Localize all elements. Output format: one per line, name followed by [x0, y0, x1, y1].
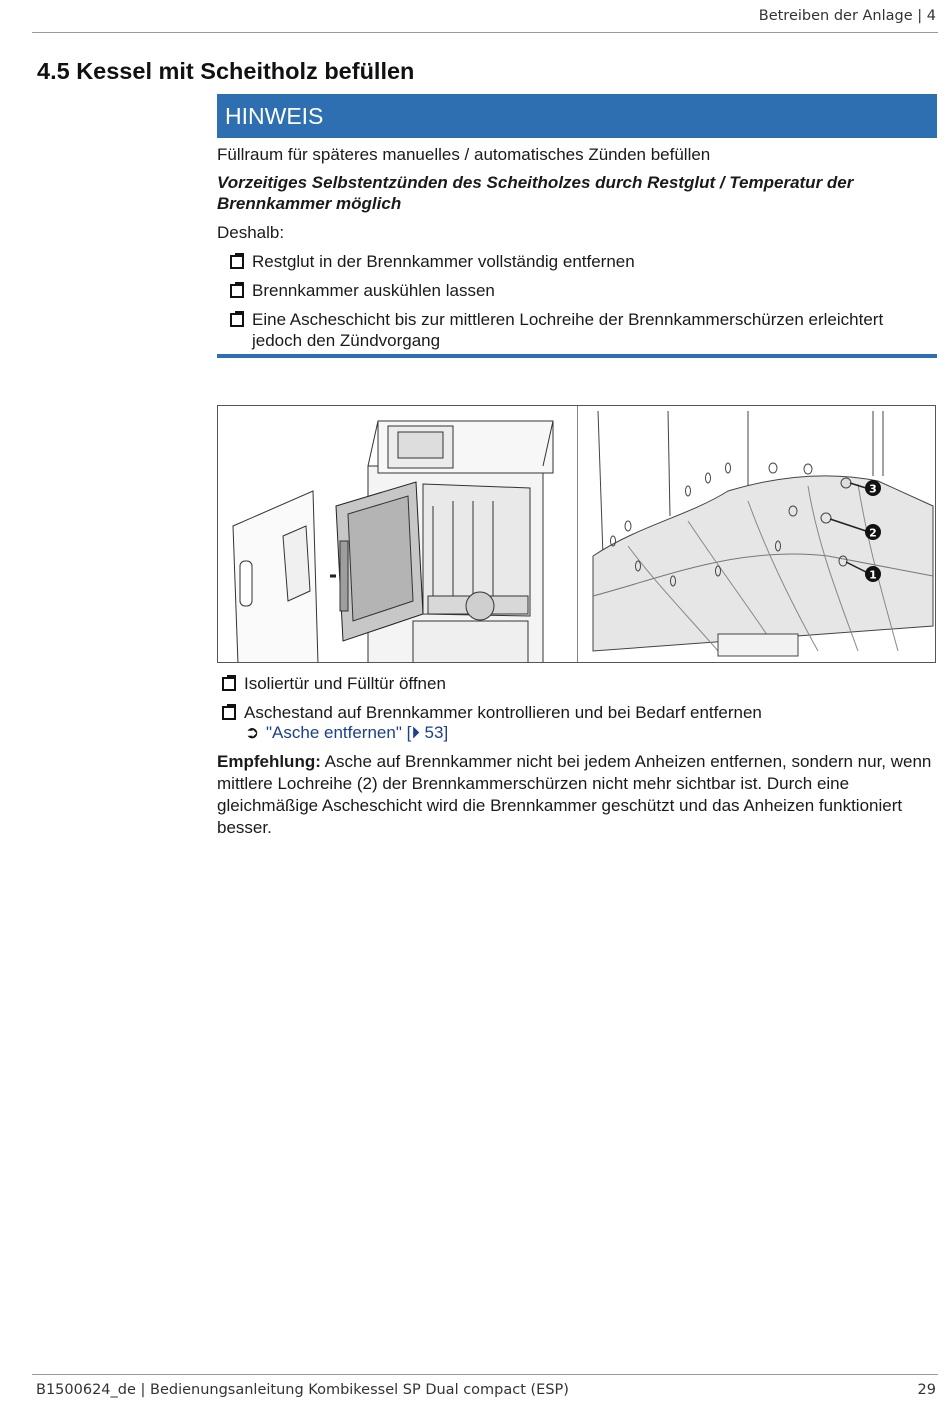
checkbox-icon	[230, 313, 244, 327]
callout-2	[865, 524, 881, 540]
page-number: 29	[917, 1382, 936, 1398]
list-item	[230, 251, 930, 272]
callout-3-label: 3	[869, 482, 877, 496]
step-text: Isoliertür und Fülltür öffnen	[244, 674, 446, 693]
footer-document-title: B1500624_de | Bedienungsanleitung Kombikessel SP Dual compact (ESP)	[36, 1382, 569, 1398]
arrow-right-icon: ➲	[245, 723, 260, 742]
step-text: Aschestand auf Brennkammer kontrollieren und bei Bedarf entfernen	[244, 703, 762, 722]
list-item	[230, 280, 930, 301]
boiler-open-doors-drawing	[233, 421, 553, 663]
callout-3	[865, 480, 881, 496]
crossref-link[interactable]	[245, 722, 448, 743]
crossref-page[interactable]: 53]	[419, 723, 449, 742]
checkbox-icon	[222, 677, 236, 691]
notice-banner	[217, 94, 937, 138]
recommendation-label: Empfehlung:	[217, 752, 321, 771]
combustion-chamber-drawing	[578, 406, 936, 663]
recommendation-text: Asche auf Brennkammer nicht bei jedem Anheizen entfernen, sondern nur, wenn mittlere Lochreihe (2) der Brennkammerschürzen nicht mehr sichtbar ist. Durch eine gleichmäßige Ascheschicht wird die Brennkammer geschützt und das Anheizen funktioniert besser.	[217, 752, 932, 837]
callout-1	[865, 566, 881, 582]
callout-2-label: 2	[869, 526, 877, 540]
checkbox-icon	[222, 706, 236, 720]
list-item-text: Brennkammer auskühlen lassen	[252, 281, 495, 300]
checkbox-icon	[230, 255, 244, 269]
checkbox-icon	[230, 284, 244, 298]
callout-1-label: 1	[869, 568, 877, 582]
footer-divider	[32, 1374, 938, 1375]
list-item-text: Restglut in der Brennkammer vollständig entfernen	[252, 252, 635, 271]
crossref-text[interactable]: "Asche entfernen" [	[265, 723, 412, 742]
section-title: 4.5 Kessel mit Scheitholz befüllen	[37, 58, 415, 84]
notice-therefore: Deshalb:	[217, 223, 285, 242]
page-arrow-icon: ⏵	[411, 723, 420, 742]
notice-bottom-rule	[217, 354, 937, 358]
recommendation-paragraph	[217, 751, 939, 839]
notice-label: HINWEIS	[225, 102, 324, 129]
header-divider	[32, 32, 938, 33]
list-item	[222, 673, 936, 694]
list-item	[230, 309, 936, 351]
notice-warning: Vorzeitiges Selbstentzünden des Scheitholzes durch Restglut / Temperatur der Brennkammer möglich	[217, 173, 854, 213]
notice-intro: Füllraum für späteres manuelles / automatisches Zünden befüllen	[217, 145, 711, 164]
list-item-text: Eine Ascheschicht bis zur mittleren Lochreihe der Brennkammerschürzen erleichtert jedoch den Zündvorgang	[252, 310, 884, 350]
boiler-illustration	[217, 405, 936, 663]
boiler-drawing	[218, 406, 936, 663]
list-item	[222, 702, 936, 723]
running-header: Betreiben der Anlage | 4	[758, 8, 936, 24]
